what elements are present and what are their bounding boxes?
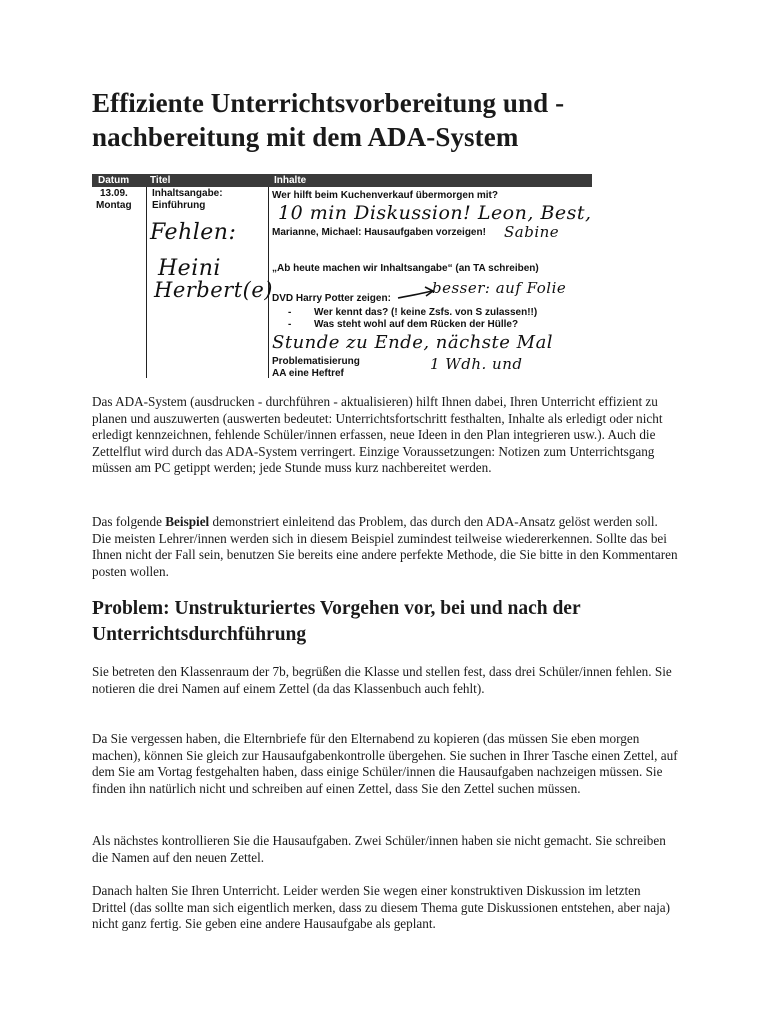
paragraph-situation-3: Als nächstes kontrollieren Sie die Hausaufgaben. Zwei Schüler/innen haben sie nicht gemacht. Sie schreiben die Namen auf den neuen Zettel. xyxy=(92,833,666,865)
paragraph-example xyxy=(92,514,678,580)
paragraph-example-start: Das folgende xyxy=(92,514,166,529)
content-line-6: AA eine Heftref xyxy=(272,368,344,378)
paragraph-situation-1: Sie betreten den Klassenraum der 7b, begrüßen die Klasse und stellen fest, dass drei Schüler/innen fehlen. Sie notieren die drei Namen auf einem Zettel (da das Klassenbuch auch fehlt). xyxy=(92,664,672,696)
handwritten-name-1: Heini xyxy=(158,256,221,281)
lesson-title-2: Einführung xyxy=(152,200,206,211)
paragraph-situation-2: Da Sie vergessen haben, die Elternbriefe für den Elternabend zu kopieren (das müssen Sie eben morgen machen), können Sie gleich zur Hausaufgabenkontrolle übergehen. Sie suchen in Ihrer Tasche einen Zettel, auf dem Sie am Vortag festgehalten haben, dass einige Schüler/innen die Hausaufgaben nachzeigen müssen. Sie finden ihn natürlich nicht und schreiben auf einen Zettel, dass Sie den Zettel suchen müssen. xyxy=(92,731,678,796)
header-datum: Datum xyxy=(98,175,130,186)
lesson-plan-scan xyxy=(92,172,592,378)
handwritten-fehlen: Fehlen: xyxy=(150,220,237,245)
content-line-3: „Ab heute machen wir Inhaltsangabe“ (an TA schreiben) xyxy=(272,263,539,274)
paragraph-situation-4: Danach halten Sie Ihren Unterricht. Leider werden Sie wegen einer konstruktiven Diskussion im letzten Drittel (das sollte man sich eigentlich merken, dass zu diesem Thema gute Diskussionen entstehen, aber naja) nicht ganz fertig. Sie geben eine andere Hausaufgabe als geplant. xyxy=(92,883,671,931)
header-titel: Titel xyxy=(150,175,171,186)
content-line-1: Wer hilft beim Kuchenverkauf übermorgen mit? xyxy=(272,190,498,201)
handwritten-note-3: besser: auf Folie xyxy=(432,279,567,297)
content-bullet-2: Was steht wohl auf dem Rücken der Hülle? xyxy=(314,319,519,330)
bullet-dash: - xyxy=(288,319,292,330)
bullet-dash: - xyxy=(288,307,292,318)
column-divider xyxy=(146,187,147,378)
paragraph-example-bold: Beispiel xyxy=(165,514,210,529)
document-title: Effiziente Unterrichtsvorbereitung und - nachbereitung mit dem ADA-System xyxy=(92,88,565,152)
handwritten-note-1: 10 min Diskussion! Leon, Best, xyxy=(278,202,592,224)
section-heading: Problem: Unstrukturiertes Vorgehen vor, bei und nach der Unterrichtsdurchführung xyxy=(92,598,581,645)
paragraph-example-rest: demonstriert einleitend das Problem, das durch den ADA-Ansatz gelöst werden soll. Die meisten Lehrer/innen werden sich in diesem Beispiel zumindest teilweise wiedererkennen. Sollte das bei Ihnen nicht der Fall sein, benutzen Sie bereits eine andere perfekte Methode, die Sie bitte in den Kommentaren posten wollen. xyxy=(92,514,678,579)
content-line-5: Problematisierung xyxy=(272,356,360,367)
paragraph-intro: Das ADA-System (ausdrucken - durchführen - aktualisieren) hilft Ihnen dabei, Ihren Unterricht effizient zu planen und auszuwerten (auswerten bedeutet: Unterrichtsfortschritt festhalten, Inhalte als erledigt oder nicht erledigt kennzeichnen, fehlende Schüler/innen erfassen, neue Ideen in den Plan integrieren usw.). Auch die Zettelflut wird durch das ADA-System verringert. Einzige Voraussetzungen: Notizen zum Unterrichtsgang müssen am PC getippt werden; jede Stunde muss kurz nachbereitet werden. xyxy=(92,394,663,475)
content-line-2: Marianne, Michael: Hausaufgaben vorzeigen! xyxy=(272,227,486,238)
handwritten-name-2: Herbert(e) xyxy=(154,278,273,302)
lesson-title-1: Inhaltsangabe: xyxy=(152,188,223,199)
handwritten-note-5: 1 Wdh. und xyxy=(430,355,523,373)
handwritten-note-4: Stunde zu Ende, nächste Mal xyxy=(272,332,554,353)
content-line-4: DVD Harry Potter zeigen: xyxy=(272,293,391,304)
lesson-day: Montag xyxy=(96,200,132,211)
content-bullet-1: Wer kennt das? (! keine Zsfs. von S zulassen!!) xyxy=(314,307,538,318)
lesson-date: 13.09. xyxy=(100,188,128,199)
handwritten-note-2: Sabine xyxy=(504,223,560,241)
header-inhalte: Inhalte xyxy=(274,175,307,186)
handwritten-arrow-icon xyxy=(396,284,436,304)
